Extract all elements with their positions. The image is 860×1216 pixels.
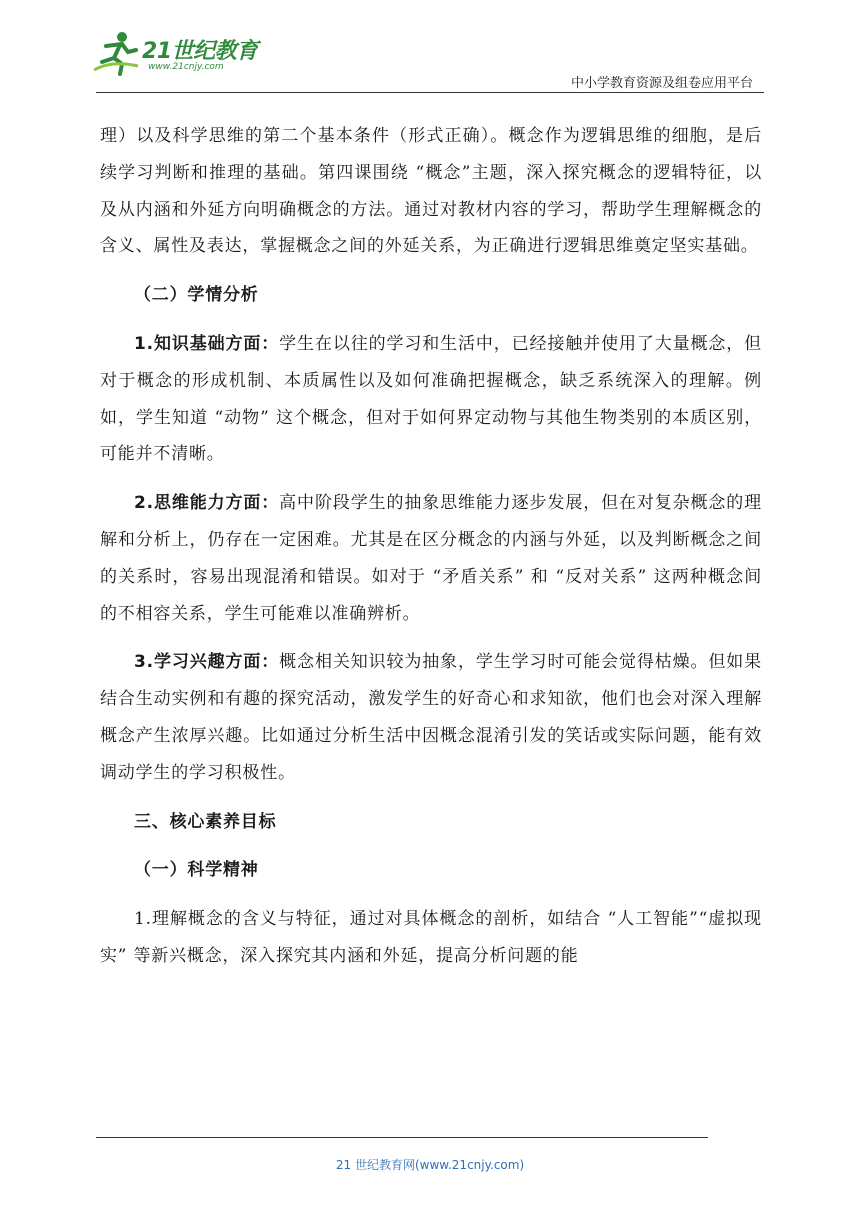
paragraph-learning-interest bbox=[100, 644, 762, 791]
header-divider bbox=[96, 92, 764, 93]
paragraph-lead: 1.知识基础方面： bbox=[134, 333, 280, 354]
paragraph-text: 概念相关知识较为抽象，学生学习时可能会觉得枯燥。但如果结合生动实例和有趣的探究活动，激发学生的好奇心和求知欲，他们也会对深入理解概念产生浓厚兴趣。比如通过分析生活中因概念混淆引发的笑话或实际问题，能有效调动学生的学习积极性。 bbox=[100, 652, 762, 783]
footer-text: 21 世纪教育网(www.21cnjy.com) bbox=[335, 1158, 525, 1172]
paragraph-text: 1.理解概念的含义与特征，通过对具体概念的剖析，如结合 “人工智能”“虚拟现实” 等新兴概念，深入探究其内涵和外延，提高分析问题的能 bbox=[100, 909, 762, 966]
runner-logo-icon bbox=[92, 30, 142, 76]
paragraph-objective-1 bbox=[100, 901, 762, 975]
heading-scientific-spirit bbox=[100, 852, 762, 889]
document-body bbox=[100, 118, 762, 975]
platform-title: 中小学教育资源及组卷应用平台 bbox=[570, 76, 753, 91]
paragraph-text: 学生在以往的学习和生活中，已经接触并使用了大量概念，但对于概念的形成机制、本质属性以及如何准确把握概念，缺乏系统深入的理解。例如，学生知道 “动物” 这个概念，但对于如何界定动物与其他生物类别的本质区别，可能并不清晰。 bbox=[100, 333, 762, 465]
paragraph-lead: 3.学习兴趣方面： bbox=[134, 652, 280, 673]
logo-text: 21世纪教育 bbox=[142, 39, 258, 64]
heading-text: （一）科学精神 bbox=[134, 860, 259, 881]
paragraph-knowledge-basis bbox=[100, 326, 762, 473]
heading-text: 三、核心素养目标 bbox=[134, 811, 277, 832]
logo-url-text: www.21cnjy.com bbox=[148, 62, 224, 72]
footer-divider bbox=[96, 1137, 708, 1138]
heading-learning-analysis bbox=[100, 277, 762, 314]
paragraph-text: 理）以及科学思维的第二个基本条件（形式正确）。概念作为逻辑思维的细胞，是后续学习判断和推理的基础。第四课围绕 “概念”主题，深入探究概念的逻辑特征，以及从内涵和外延方向明确概念的方法。通过对教材内容的学习，帮助学生理解概念的含义、属性及表达，掌握概念之间的外延关系，为正确进行逻辑思维奠定坚实基础。 bbox=[100, 126, 762, 257]
paragraph-intro bbox=[100, 118, 762, 265]
paragraph-thinking-ability bbox=[100, 485, 762, 632]
heading-text: （二）学情分析 bbox=[134, 285, 259, 306]
site-logo bbox=[92, 30, 262, 80]
heading-core-literacy bbox=[100, 804, 762, 841]
paragraph-lead: 2.思维能力方面： bbox=[134, 493, 280, 514]
paragraph-text: 高中阶段学生的抽象思维能力逐步发展，但在对复杂概念的理解和分析上，仍存在一定困难。尤其是在区分概念的内涵与外延，以及判断概念之间的关系时，容易出现混淆和错误。如对于 “矛盾关系” 和 “反对关系” 这两种概念间的不相容关系，学生可能难以准确辨析。 bbox=[100, 493, 762, 624]
